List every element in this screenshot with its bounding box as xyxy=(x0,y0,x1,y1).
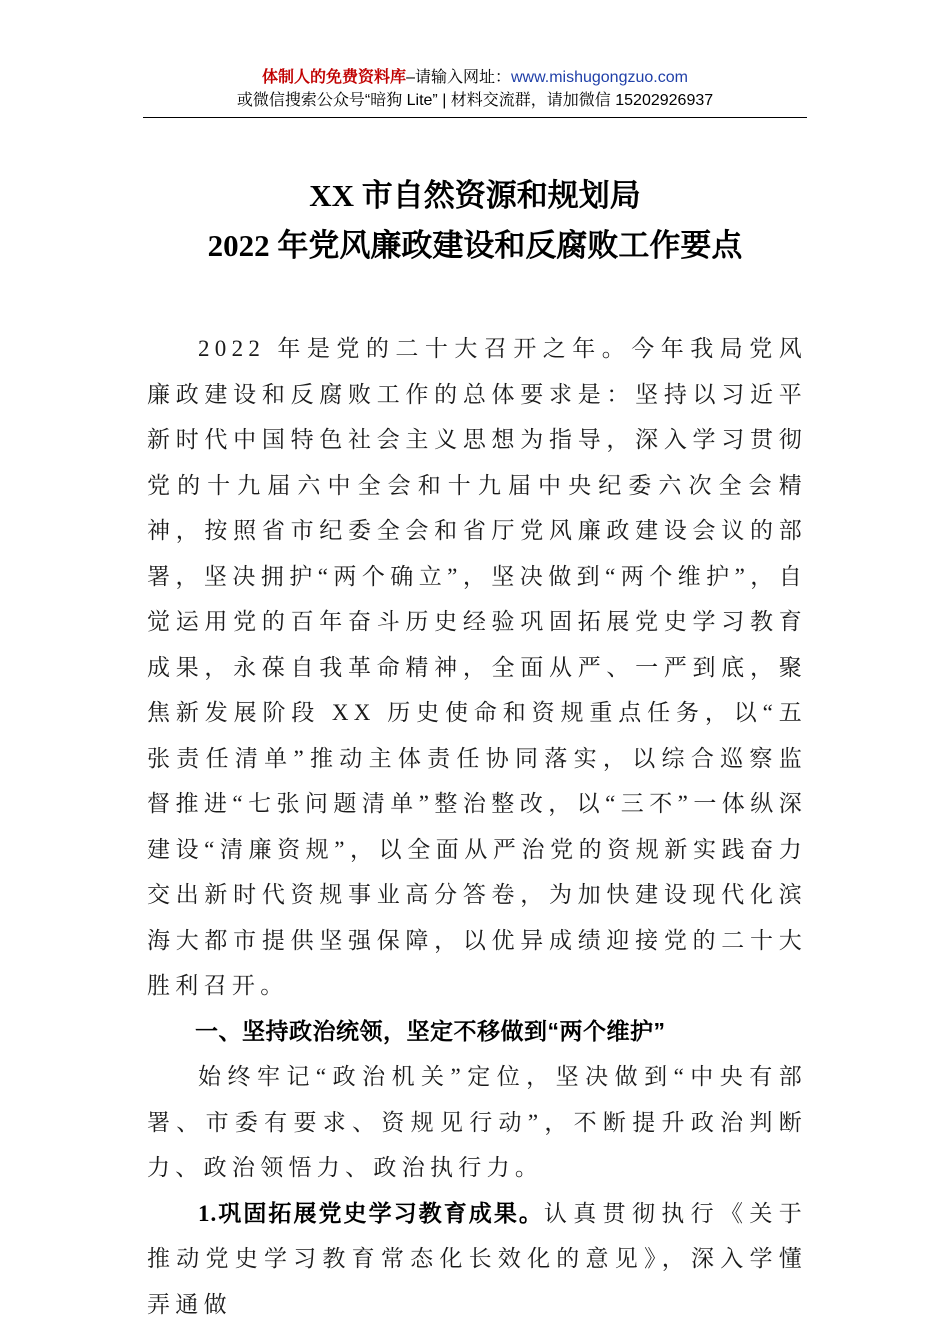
document-title-line-1: XX 市自然资源和规划局 xyxy=(309,178,641,213)
document-body xyxy=(147,326,807,1327)
intro-paragraph: 2022 年是党的二十大召开之年。今年我局党风廉政建设和反腐败工作的总体要求是：坚持以习近平新时代中国特色社会主义思想为指导，深入学习贯彻党的十九届六中全会和十九届中央纪委六次全会精神，按照省市纪委全会和省厅党风廉政建设会议的部署，坚决拥护“两个确立”，坚决做到“两个维护”，自觉运用党的百年奋斗历史经验巩固拓展党史学习教育成果，永葆自我革命精神，全面从严、一严到底，聚焦新发展阶段 XX 历史使命和资规重点任务，以“五张责任清单”推动主体责任协同落实，以综合巡察监督推进“七张问题清单”整治整改，以“三不”一体纵深建设“清廉资规”，以全面从严治党的资规新实践奋力交出新时代资规事业高分答卷，为加快建设现代化滨海大都市提供坚强保障，以优异成绩迎接党的二十大胜利召开。 xyxy=(147,336,807,998)
page-header xyxy=(143,66,807,112)
document-title-line-2: 2022 年党风廉政建设和反腐败工作要点 xyxy=(207,228,743,263)
header-prompt: –请输入网址： xyxy=(406,69,511,86)
header-brand: 体制人的免费资料库 xyxy=(262,69,407,86)
header-divider xyxy=(143,117,807,118)
header-line-1 xyxy=(143,66,807,90)
header-line-2: 或微信搜索公众号“暗狗 Lite” | 材料交流群，请加微信 15202926937 xyxy=(236,92,714,109)
item-1-lead: 1.巩固拓展党史学习教育成果。 xyxy=(198,1200,544,1226)
item-1-text: 认真贯彻执行《关于推动党史学习教育常态化长效化的意见》，深入学懂弄通做 xyxy=(147,1200,808,1317)
section-heading-1: 一、坚持政治统领，坚定不移做到“两个维护” xyxy=(195,1017,666,1044)
section-1-paragraph: 始终牢记“政治机关”定位，坚决做到“中央有部署、市委有要求、资规见行动”，不断提升政治判断力、政治领悟力、政治执行力。 xyxy=(147,1064,807,1180)
header-url-link[interactable]: www.mishugongzuo.com xyxy=(510,69,688,86)
item-1-paragraph xyxy=(147,1191,807,1328)
